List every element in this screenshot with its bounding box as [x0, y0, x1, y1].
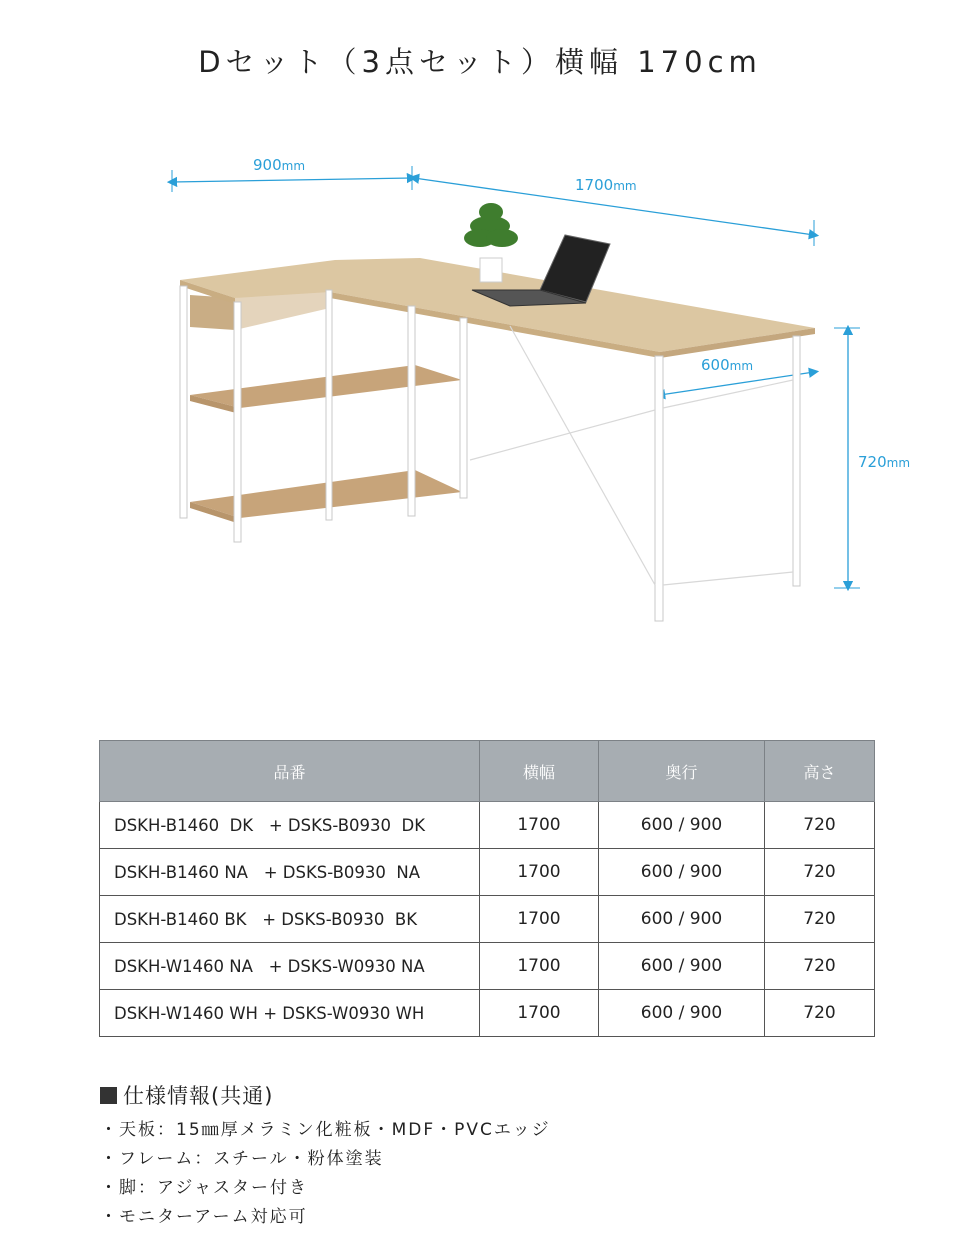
cell-height: 720 [765, 802, 875, 849]
cell-width: 1700 [480, 802, 599, 849]
dim-label-1700: 1700mm [575, 176, 637, 194]
cell-width: 1700 [480, 990, 599, 1037]
cell-depth: 600 / 900 [599, 849, 765, 896]
header-width: 横幅 [480, 741, 599, 802]
spec-heading-text: 仕様情報(共通) [123, 1084, 274, 1108]
cell-depth: 600 / 900 [599, 990, 765, 1037]
spec-heading [100, 1080, 551, 1110]
cell-depth: 600 / 900 [599, 802, 765, 849]
plant-pot [480, 258, 502, 282]
product-figure [150, 140, 940, 640]
spec-item: ・モニターアーム対応可 [100, 1207, 308, 1227]
cell-part-number: DSKH-B1460 BK + DSKS-B0930 BK [100, 896, 480, 943]
dim-line-900 [172, 178, 412, 182]
spec-notes [100, 1080, 551, 1232]
cell-width: 1700 [480, 943, 599, 990]
spec-item: ・天板：15㎜厚メラミン化粧板・MDF・PVCエッジ [100, 1120, 551, 1140]
spec-item: ・フレーム：スチール・粉体塗装 [100, 1149, 384, 1169]
cell-width: 1700 [480, 896, 599, 943]
header-depth: 奥行 [599, 741, 765, 802]
table-row [100, 802, 875, 849]
table-row [100, 990, 875, 1037]
spec-table [99, 740, 875, 1037]
cell-part-number: DSKH-B1460 DK + DSKS-B0930 DK [100, 802, 480, 849]
cell-depth: 600 / 900 [599, 943, 765, 990]
cell-part-number: DSKH-B1460 NA + DSKS-B0930 NA [100, 849, 480, 896]
page-title: Dセット（3点セット）横幅 170cm [198, 45, 762, 79]
dim-label-720: 720mm [858, 453, 911, 471]
cell-height: 720 [765, 849, 875, 896]
dim-label-600: 600mm [701, 356, 754, 374]
dim-label-900: 900mm [253, 156, 306, 174]
header-part-number: 品番 [100, 741, 480, 802]
cell-part-number: DSKH-W1460 WH + DSKS-W0930 WH [100, 990, 480, 1037]
cell-height: 720 [765, 943, 875, 990]
table-header-row [100, 741, 875, 802]
cell-height: 720 [765, 990, 875, 1037]
header-height: 高さ [765, 741, 875, 802]
cell-depth: 600 / 900 [599, 896, 765, 943]
cell-width: 1700 [480, 849, 599, 896]
spec-item: ・脚：アジャスター付き [100, 1178, 308, 1198]
cell-part-number: DSKH-W1460 NA + DSKS-W0930 NA [100, 943, 480, 990]
table-row [100, 849, 875, 896]
square-bullet-icon [100, 1087, 117, 1104]
desk-illustration [150, 140, 940, 640]
table-row [100, 943, 875, 990]
table-row [100, 896, 875, 943]
cell-height: 720 [765, 896, 875, 943]
